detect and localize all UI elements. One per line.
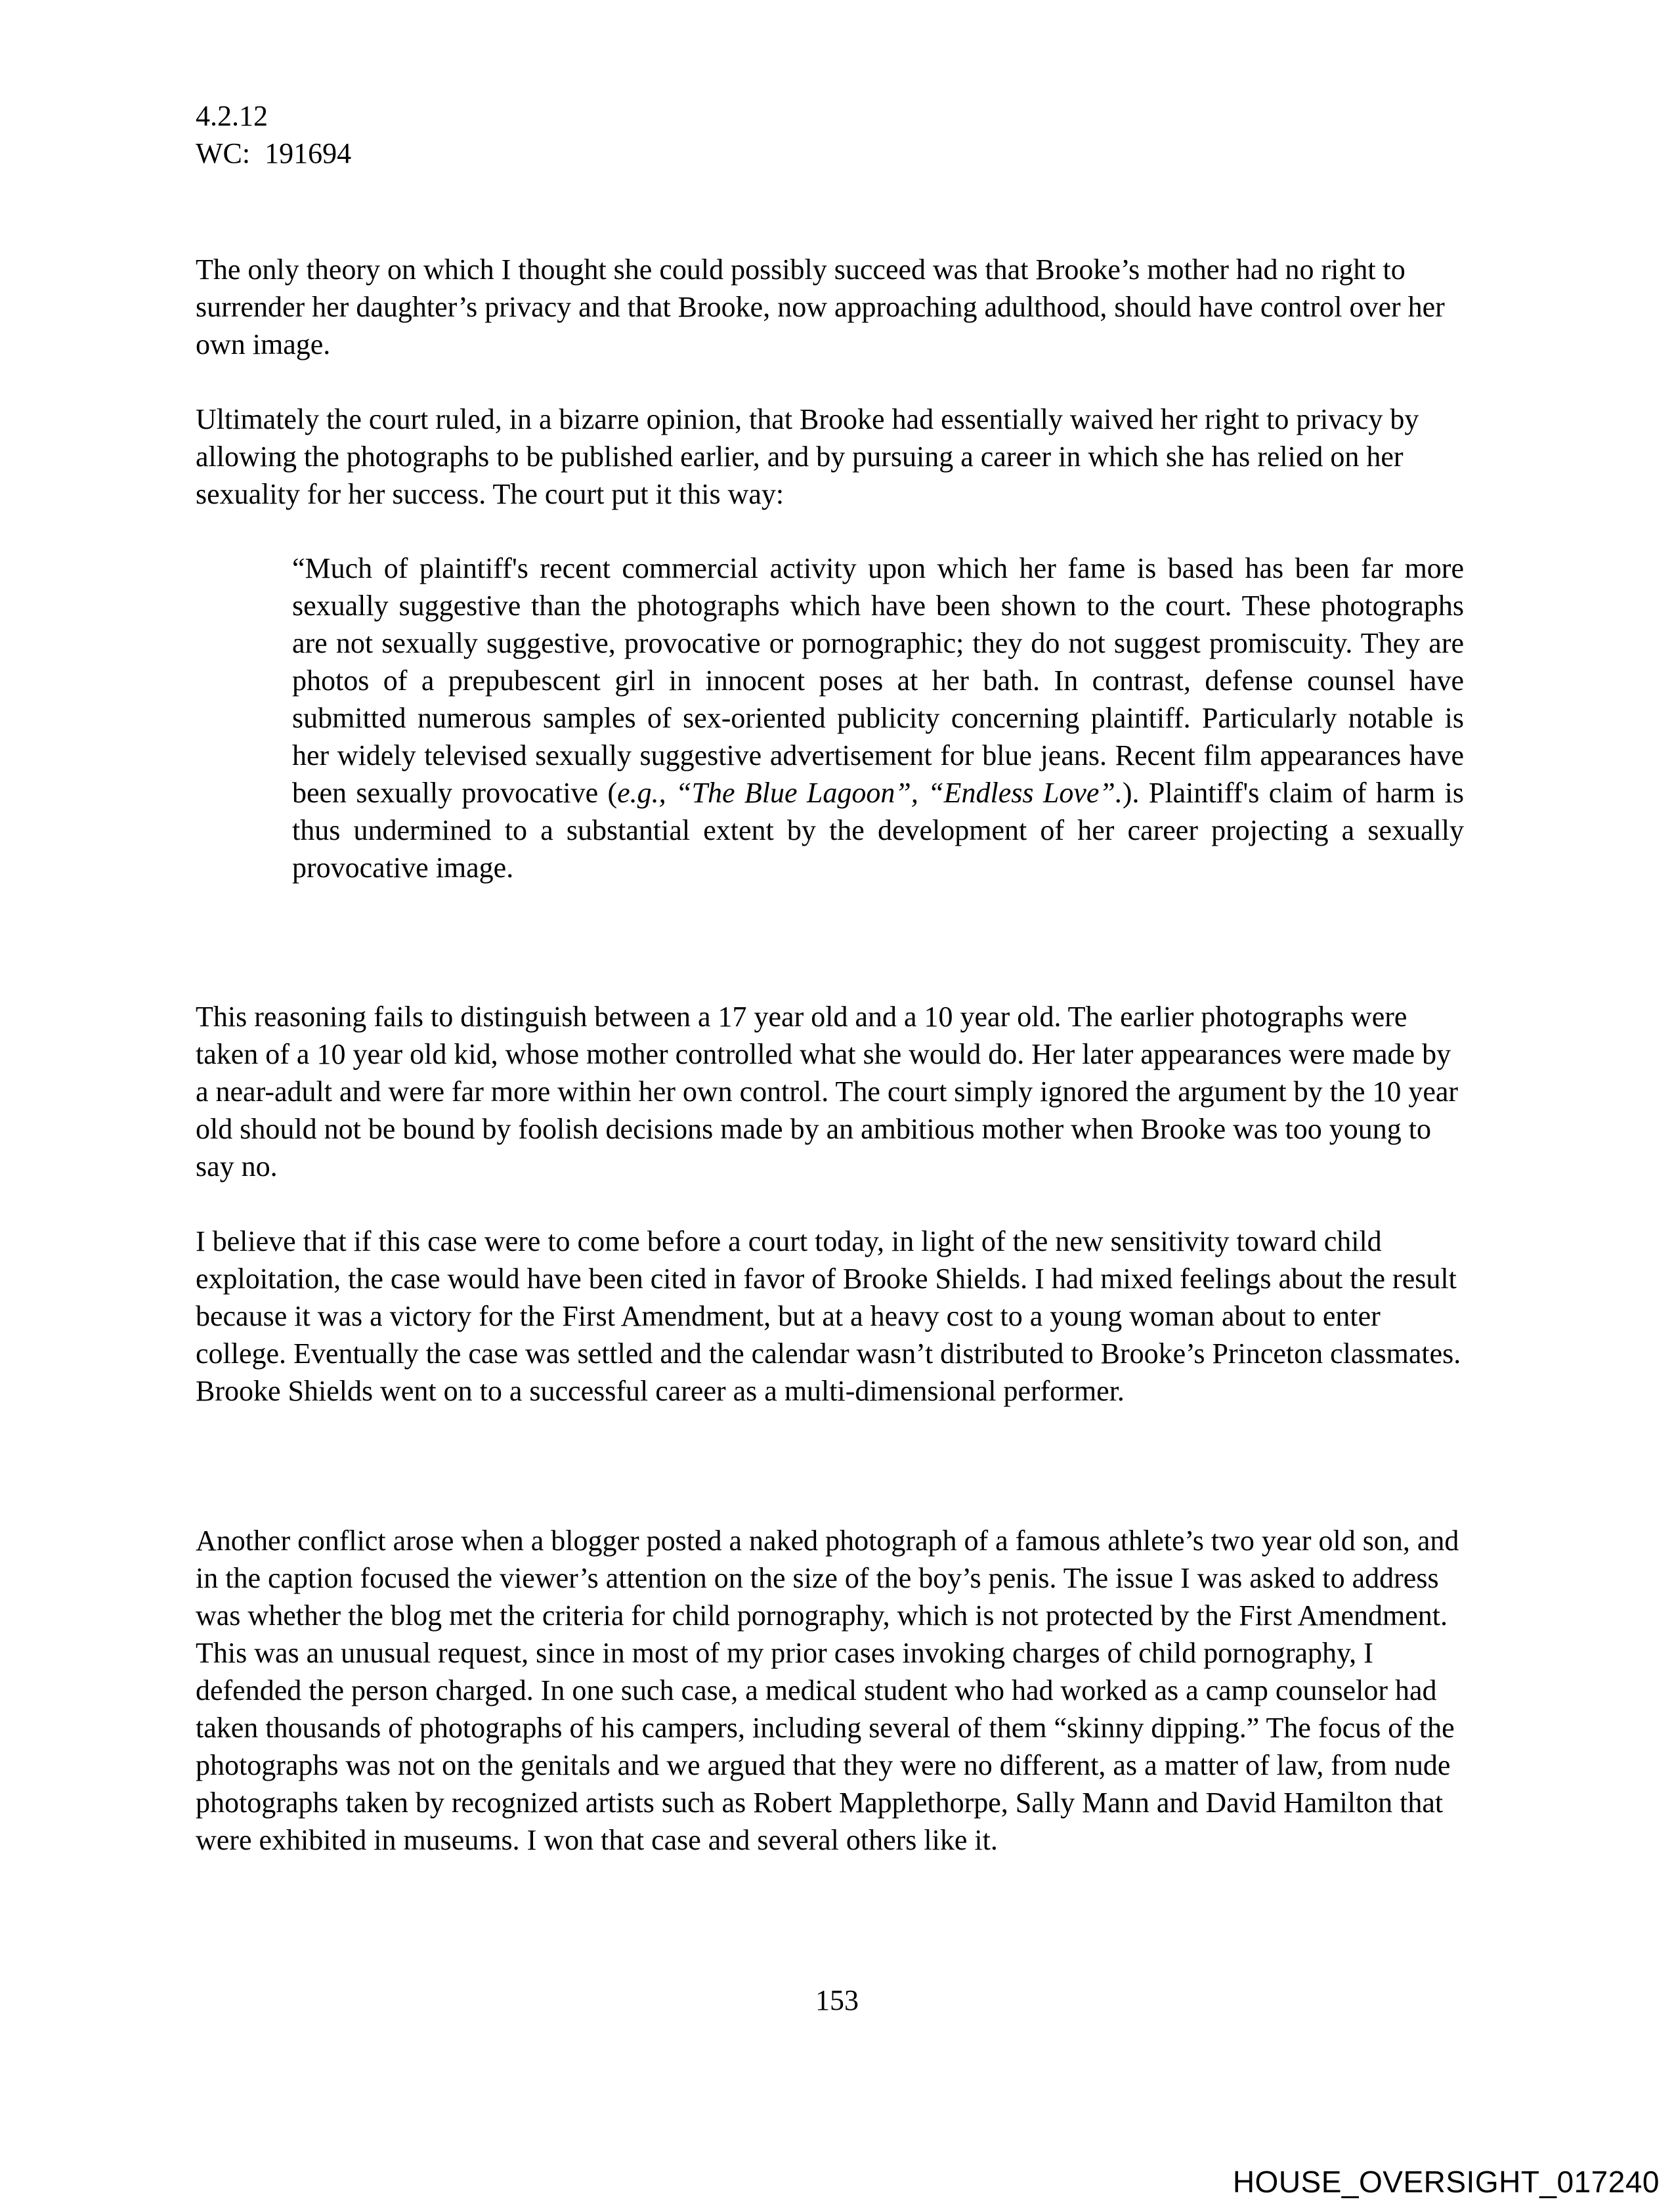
bates-stamp: HOUSE_OVERSIGHT_017240 bbox=[1232, 2165, 1660, 2199]
word-count: WC: 191694 bbox=[196, 137, 352, 169]
paragraph-blogger-conflict: Another conflict arose when a blogger posted a naked photograph of a famous athlete’s two year old son, and in the caption focused the viewer’s attention on the size of the boy’s penis. The issue I was asked to address was whether the blog met the criteria for child pornography, which is not protected by the First Amendment. This was an unusual request, since in most of my prior cases invoking charges of child pornography, I defended the person charged. In one such case, a medical student who had worked as a camp counselor had taken thousands of photographs of his campers, including several of them “skinny dipping.” The focus of the photographs was not on the genitals and we argued that they were no different, as a matter of law, from nude photographs taken by recognized artists such as Robert Mapplethorpe, Sally Mann and David Hamilton that were exhibited in museums. I won that case and several others like it. bbox=[196, 1525, 1459, 1856]
quote-film-titles: e.g., “The Blue Lagoon”, “Endless Love”. bbox=[617, 777, 1123, 809]
court-opinion-block-quote bbox=[292, 550, 1464, 886]
quote-text-start: “Much of plaintiff's recent commercial activity upon which her fame is based has been far more sexually suggestive than the photographs which have been shown to the court. These photographs are not sexually suggestive, provocative or pornographic; they do not suggest promiscuity. They are photos of a prepubescent girl in innocent poses at her bath. In contrast, defense counsel have submitted numerous samples of sex-oriented publicity concerning plaintiff. Particularly notable is her widely televised sexually suggestive advertisement for blue jeans. Recent film appearances have been sexually provocative ( bbox=[292, 552, 1464, 809]
paragraph-privacy-theory: The only theory on which I thought she could possibly succeed was that Brooke’s mother had no right to surrender her daughter’s privacy and that Brooke, now approaching adulthood, should have control over her own image. bbox=[196, 253, 1445, 360]
quote-text-end: ). Plaintiff's claim of harm is thus undermined to a substantial extent by the development of her career projecting a sexually provocative image. bbox=[292, 777, 1465, 884]
paragraph-case-outcome: I believe that if this case were to come before a court today, in light of the new sensitivity toward child exploitation, the case would have been cited in favor of Brooke Shields. I had mixed feelings about the result because it was a victory for the First Amendment, but at a heavy cost to a young woman about to enter college. Eventually the case was settled and the calendar wasn’t distributed to Brooke’s Princeton classmates. Brooke Shields went on to a successful career as a multi-dimensional performer. bbox=[196, 1225, 1461, 1407]
draft-date: 4.2.12 bbox=[196, 100, 268, 132]
document-header bbox=[196, 97, 351, 172]
paragraph-reasoning-critique: This reasoning fails to distinguish between a 17 year old and a 10 year old. The earlier photographs were taken of a 10 year old kid, whose mother controlled what she would do. Her later appearances were made by a near-adult and were far more within her own control. The court simply ignored the argument by the 10 year old should not be bound by foolish decisions made by an ambitious mother when Brooke was too young to say no. bbox=[196, 1001, 1459, 1182]
page-number: 153 bbox=[815, 1984, 859, 2016]
paragraph-court-ruling: Ultimately the court ruled, in a bizarre opinion, that Brooke had essentially waived her right to privacy by allowing the photographs to be published earlier, and by pursuing a career in which she has relied on her sexuality for her success. The court put it this way: bbox=[196, 403, 1419, 510]
